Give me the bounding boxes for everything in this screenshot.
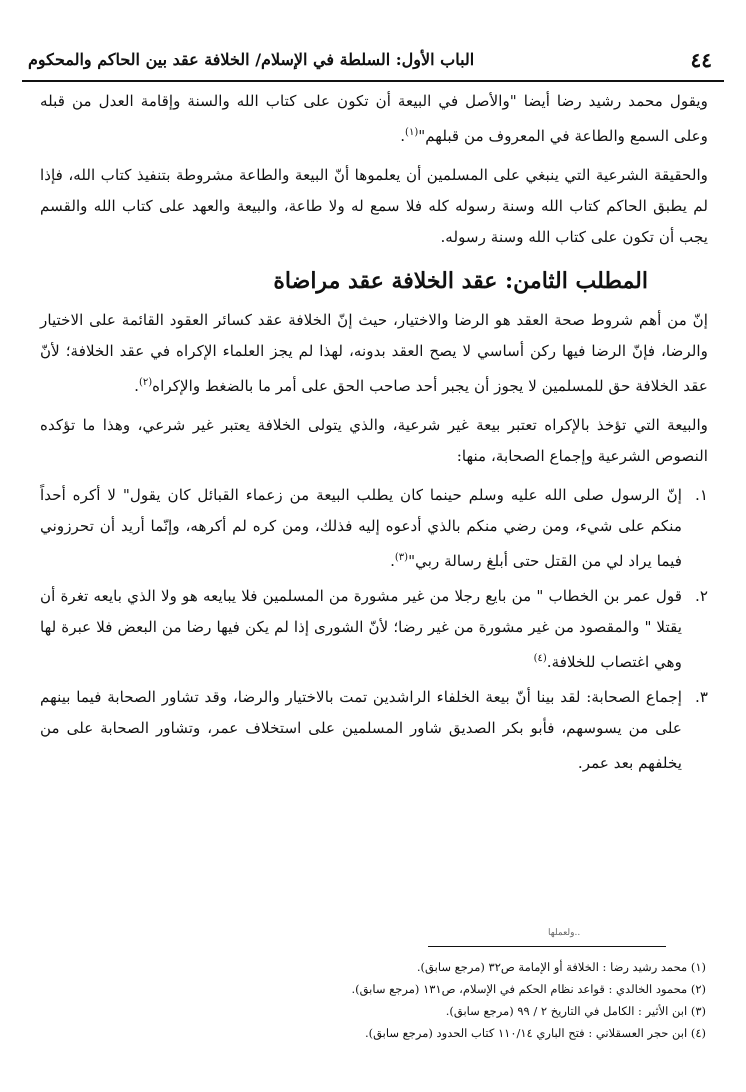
footnote: (٢) محمود الخالدي : قواعد نظام الحكم في الإسلام، ص١٣١ (مرجع سابق). — [351, 982, 706, 996]
footnotes — [286, 956, 706, 1044]
list-item: ١. إنّ الرسول صلى الله عليه وسلم حينما كان يطلب البيعة من زعماء القبائل كان يقول" لا أكره أحداً منكم على شيء، ومن رضي منكم بالذي أدعوه إليه فذلك، ومن كره لم أكرهه، وإنّما أريد أن تحرزوني فيما يراد لي من القتل حتى أبلغ رسالة ربي"$^{(٣)}$. — [40, 480, 708, 577]
footnote: (١) محمد رشيد رضا : الخلافة أو الإمامة ص٣٢ (مرجع سابق). — [416, 960, 706, 974]
page-body — [40, 86, 708, 783]
page-number: ٤٤ — [690, 48, 712, 72]
footnote: (٣) ابن الأثير : الكامل في التاريخ ٢ / ٩٩ (مرجع سابق). — [445, 1004, 706, 1018]
list-number: ٣. — [695, 688, 708, 707]
paragraph-2: والحقيقة الشرعية التي ينبغي على المسلمين أن يعلموها أنّ البيعة والطاعة مشروطة بتنفيذ كتاب الله، فإذا لم يطبق الحاكم كتاب الله وسنة رسوله كله فلا سمع له ولا طاعة، والبيعة والعهد على كتاب الله والقسم يجب أن تكون على كتاب الله وسنة رسوله. — [40, 166, 708, 247]
footnote-divider — [428, 946, 666, 947]
footnote-ref-1: (١) — [405, 127, 419, 138]
footnote-ref-3: (٣) — [394, 552, 409, 564]
page-header — [22, 40, 724, 82]
paragraph-4: والبيعة التي تؤخذ بالإكراه تعتبر بيعة غير شرعية، والذي يتولى الخلافة يعتبر غير شرعي، وهذا ما تؤكده النصوص الشرعية وإجماع الصحابة، منها: — [40, 416, 708, 466]
list-number: ١. — [695, 486, 708, 505]
list-item: ٢. قول عمر بن الخطاب " من بايع رجلا من غير مشورة من المسلمين فلا يبايعه هو ولا الذي بايعه تغرة أن يقتلا " والمقصود من غير مشورة من غير رضا؛ لأنّ الشورى إذا لم يكن فيها رضا من البعض فلا عبرة لها وهي اغتصاب للخلافة.$^{(٤)}$ — [40, 581, 708, 678]
list-item: ٣. إجماع الصحابة: لقد بينا أنّ بيعة الخلفاء الراشدين تمت بالاختيار والرضا، وقد تشاور الصحابة فيما بينهم على من يسوسهم، فأبو بكر الصديق شاور المسلمين على استخلاف عمر، وتشاور الصحابة على من يخلفهم بعد عمر. — [40, 682, 708, 779]
footnote-ref-2: (٢) — [138, 377, 153, 389]
footnote: (٤) ابن حجر العسقلاني : فتح الباري ١١٠/١٤ كتاب الحدود (مرجع سابق). — [364, 1026, 706, 1040]
footnote-ref-4: (٤) — [533, 653, 547, 665]
list-number: ٢. — [695, 587, 708, 606]
running-title: الباب الأول: السلطة في الإسلام/ الخلافة عقد بين الحاكم والمحكوم — [28, 50, 475, 69]
section-heading: المطلب الثامن: عقد الخلافة عقد مراضاة — [273, 268, 648, 295]
handwritten-mark: ولعملها.. — [548, 928, 581, 938]
numbered-list — [40, 480, 708, 779]
paragraph-3: إنّ من أهم شروط صحة العقد هو الرضا والاختيار، حيث إنّ الخلافة عقد كسائر العقود القائمة على الاختيار والرضا، فإنّ الرضا فيها ركن أساسي لا يصح العقد بدونه، لهذا لم يجز العلماء الإكراه في عقد الخلافة؛ لأنّ عقد الخلافة حق للمسلمين لا يجوز أن يجبر أحد صاحب الحق على أمر ما بالضغط والإكراه$^{(٢)}$. — [40, 311, 708, 396]
paragraph-1: ويقول محمد رشيد رضا أيضا "والأصل في البيعة أن تكون على كتاب الله والسنة وإقامة العدل من قبله وعلى السمع والطاعة في المعروف من قبلهم"$^{(١)}$. — [40, 92, 708, 146]
